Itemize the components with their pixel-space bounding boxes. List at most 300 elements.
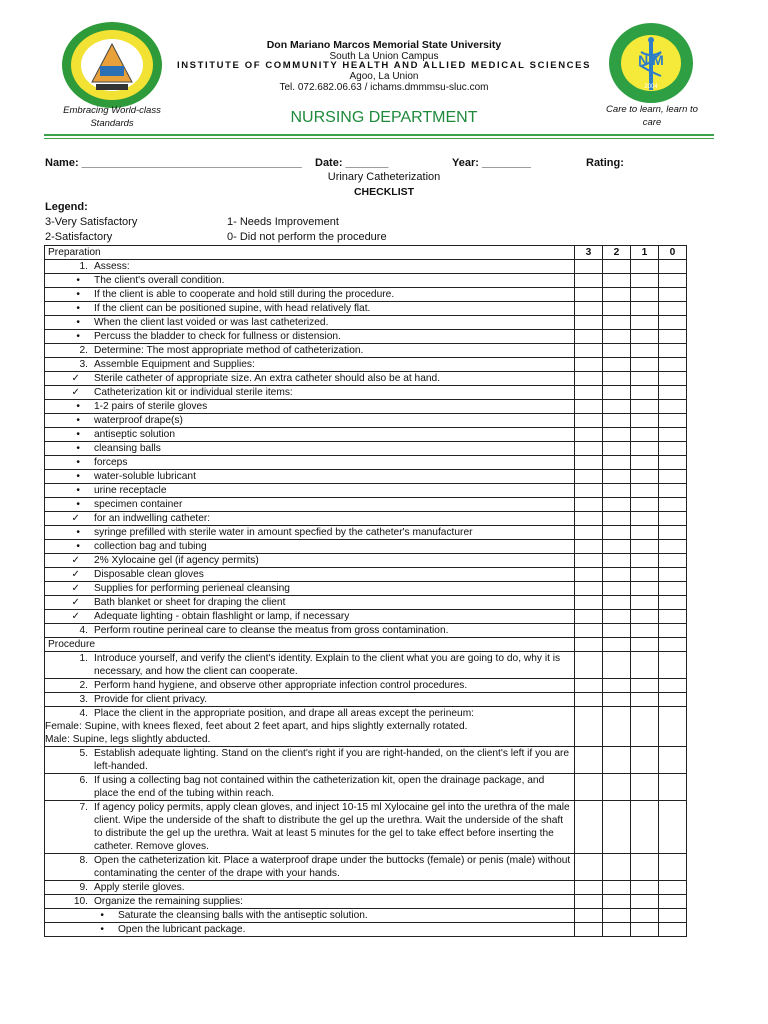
table-row	[45, 428, 687, 442]
score-cell[interactable]	[603, 526, 631, 540]
step-marker: 4.	[79, 708, 88, 719]
legend-item: 1- Needs Improvement	[227, 216, 339, 228]
table-row	[45, 707, 687, 747]
score-cell[interactable]	[659, 526, 687, 540]
score-cell[interactable]	[659, 442, 687, 456]
step-cell	[45, 895, 575, 909]
score-cell[interactable]	[575, 582, 603, 596]
score-cell[interactable]	[575, 895, 603, 909]
score-cell[interactable]	[575, 679, 603, 693]
step-marker: 9.	[79, 882, 88, 893]
step-marker: •	[76, 415, 80, 426]
step-text: antiseptic solution	[94, 429, 175, 440]
score-cell[interactable]	[575, 638, 603, 652]
score-cell[interactable]	[603, 582, 631, 596]
score-cell[interactable]	[575, 610, 603, 624]
step-text: If using a collecting bag not contained within the catheterization kit, open the drainage package, and place the end of the tubing within reach.	[94, 775, 545, 799]
step-text: Adequate lighting - obtain flashlight or lamp, if necessary	[94, 611, 350, 622]
step-text: cleansing balls	[94, 443, 161, 454]
score-cell[interactable]	[631, 288, 659, 302]
step-cell	[45, 652, 575, 679]
rating-field-label: Rating:	[586, 157, 624, 169]
score-cell[interactable]	[575, 274, 603, 288]
table-row	[45, 288, 687, 302]
score-cell[interactable]	[603, 414, 631, 428]
score-cell[interactable]	[603, 652, 631, 679]
score-cell[interactable]	[659, 302, 687, 316]
score-cell[interactable]	[575, 498, 603, 512]
step-text: urine receptacle	[94, 485, 167, 496]
table-row	[45, 582, 687, 596]
score-cell[interactable]	[631, 470, 659, 484]
score-cell[interactable]	[603, 895, 631, 909]
score-cell[interactable]	[575, 456, 603, 470]
step-text: Place the client in the appropriate position, and drape all areas except the perineum:	[94, 708, 475, 719]
step-text: 1-2 pairs of sterile gloves	[94, 401, 208, 412]
score-cell[interactable]	[575, 568, 603, 582]
step-text: Disposable clean gloves	[94, 569, 204, 580]
score-cell[interactable]	[631, 540, 659, 554]
step-text: Sterile catheter of appropriate size. An extra catheter should also be at hand.	[94, 373, 441, 384]
score-cell[interactable]	[603, 288, 631, 302]
score-cell[interactable]	[603, 596, 631, 610]
score-cell[interactable]	[659, 414, 687, 428]
score-cell[interactable]	[603, 400, 631, 414]
score-cell[interactable]	[659, 923, 687, 937]
section-row	[45, 638, 687, 652]
score-cell[interactable]	[659, 568, 687, 582]
step-cell	[45, 624, 575, 638]
step-marker: •	[100, 910, 104, 921]
score-cell[interactable]	[631, 526, 659, 540]
step-marker: 8.	[79, 855, 88, 866]
step-marker: 7.	[79, 802, 88, 813]
score-cell[interactable]	[603, 801, 631, 854]
score-cell[interactable]	[631, 747, 659, 774]
score-cell[interactable]	[631, 801, 659, 854]
university-name: Don Mariano Marcos Memorial State University	[266, 39, 502, 51]
score-cell[interactable]	[659, 596, 687, 610]
section-row	[45, 246, 687, 260]
step-cell	[45, 568, 575, 582]
table-row	[45, 881, 687, 895]
score-cell[interactable]	[631, 512, 659, 526]
step-text: Percuss the bladder to check for fullness or distension.	[94, 331, 341, 342]
score-cell[interactable]	[631, 330, 659, 344]
score-cell[interactable]	[575, 652, 603, 679]
score-cell[interactable]	[631, 372, 659, 386]
step-text: Establish adequate lighting. Stand on the client's right if you are right-handed, on the client's left if you are left-handed.	[94, 748, 570, 772]
score-cell[interactable]	[575, 330, 603, 344]
score-cell[interactable]	[603, 274, 631, 288]
score-cell[interactable]	[575, 774, 603, 801]
step-marker: ✓	[71, 387, 80, 398]
score-cell[interactable]	[631, 679, 659, 693]
table-row	[45, 442, 687, 456]
step-cell	[45, 801, 575, 854]
step-cell	[45, 330, 575, 344]
score-cell[interactable]	[659, 895, 687, 909]
step-cell	[45, 582, 575, 596]
score-cell[interactable]	[631, 554, 659, 568]
step-marker: 4.	[79, 625, 88, 636]
score-cell[interactable]	[575, 386, 603, 400]
score-cell[interactable]	[603, 316, 631, 330]
score-cell[interactable]	[603, 302, 631, 316]
right-logo-year: 2004	[644, 84, 658, 90]
score-cell[interactable]	[659, 747, 687, 774]
score-cell[interactable]	[659, 428, 687, 442]
legend-item: 2-Satisfactory	[45, 231, 113, 243]
step-cell	[45, 854, 575, 881]
step-text: Perform hand hygiene, and observe other appropriate infection control procedures.	[94, 680, 468, 691]
step-marker: •	[76, 401, 80, 412]
step-marker: •	[76, 541, 80, 552]
score-cell[interactable]	[603, 881, 631, 895]
step-marker: •	[76, 429, 80, 440]
legend-label: Legend:	[45, 201, 88, 213]
score-cell[interactable]	[659, 498, 687, 512]
score-cell[interactable]	[603, 554, 631, 568]
step-cell	[45, 693, 575, 707]
step-cell	[45, 596, 575, 610]
score-cell[interactable]	[659, 707, 687, 747]
score-header-3: 3	[575, 246, 603, 260]
score-cell[interactable]	[575, 540, 603, 554]
score-cell[interactable]	[603, 470, 631, 484]
campus-name: South La Union Campus	[329, 51, 439, 62]
step-cell	[45, 909, 575, 923]
score-cell[interactable]	[575, 801, 603, 854]
step-text: Open the lubricant package.	[118, 924, 246, 935]
score-cell[interactable]	[603, 456, 631, 470]
score-cell[interactable]	[631, 568, 659, 582]
score-cell[interactable]	[659, 638, 687, 652]
score-cell[interactable]	[575, 316, 603, 330]
step-cell	[45, 498, 575, 512]
step-cell	[45, 288, 575, 302]
score-cell[interactable]	[659, 693, 687, 707]
date-field-label: Date: _______	[315, 157, 389, 169]
score-cell[interactable]	[575, 442, 603, 456]
score-cell[interactable]	[631, 344, 659, 358]
score-cell[interactable]	[659, 330, 687, 344]
score-cell[interactable]	[631, 707, 659, 747]
score-cell[interactable]	[603, 909, 631, 923]
contact-info: Tel. 072.682.06.63 / ichams.dmmmsu-sluc.com	[279, 82, 489, 93]
table-row	[45, 923, 687, 937]
step-marker: ✓	[71, 569, 80, 580]
score-cell[interactable]	[631, 274, 659, 288]
legend-item: 0- Did not perform the procedure	[227, 231, 387, 243]
table-row	[45, 895, 687, 909]
score-cell[interactable]	[603, 372, 631, 386]
step-cell	[45, 344, 575, 358]
score-cell[interactable]	[631, 610, 659, 624]
step-cell	[45, 526, 575, 540]
score-cell[interactable]	[631, 386, 659, 400]
score-cell[interactable]	[659, 260, 687, 274]
table-row	[45, 274, 687, 288]
score-cell[interactable]	[603, 428, 631, 442]
step-cell	[45, 512, 575, 526]
score-cell[interactable]	[575, 596, 603, 610]
year-field-label: Year: ________	[452, 157, 531, 169]
score-cell[interactable]	[631, 624, 659, 638]
score-cell[interactable]	[603, 498, 631, 512]
score-cell[interactable]	[575, 470, 603, 484]
score-cell[interactable]	[575, 260, 603, 274]
step-text: Bath blanket or sheet for draping the client	[94, 597, 286, 608]
table-row	[45, 470, 687, 484]
score-cell[interactable]	[603, 568, 631, 582]
checklist-title: Urinary Catheterization	[327, 171, 441, 183]
score-cell[interactable]	[659, 288, 687, 302]
score-cell[interactable]	[659, 854, 687, 881]
score-cell[interactable]	[659, 512, 687, 526]
score-cell[interactable]	[603, 484, 631, 498]
step-marker: •	[76, 275, 80, 286]
score-cell[interactable]	[603, 747, 631, 774]
step-marker: •	[76, 485, 80, 496]
step-cell	[45, 707, 575, 747]
step-text: Organize the remaining supplies:	[94, 896, 243, 907]
step-text: Catheterization kit or individual sterile items:	[94, 387, 293, 398]
step-text: Assemble Equipment and Supplies:	[94, 359, 255, 370]
step-text: waterproof drape(s)	[94, 415, 183, 426]
score-cell[interactable]	[603, 707, 631, 747]
table-row	[45, 386, 687, 400]
score-cell[interactable]	[659, 774, 687, 801]
step-marker: 2.	[79, 345, 88, 356]
step-cell	[45, 372, 575, 386]
score-cell[interactable]	[659, 554, 687, 568]
score-cell[interactable]	[575, 288, 603, 302]
score-cell[interactable]	[575, 512, 603, 526]
step-text: Introduce yourself, and verify the client's identity. Explain to the client what you are going to do, why it is necessary, and how the client can cooperate.	[94, 653, 561, 677]
step-marker: •	[100, 924, 104, 935]
score-cell[interactable]	[659, 372, 687, 386]
step-marker: •	[76, 443, 80, 454]
score-cell[interactable]	[659, 801, 687, 854]
legend-item: 3-Very Satisfactory	[45, 216, 138, 228]
score-cell[interactable]	[603, 344, 631, 358]
score-cell[interactable]	[659, 582, 687, 596]
score-cell[interactable]	[575, 693, 603, 707]
score-cell[interactable]	[631, 456, 659, 470]
score-cell[interactable]	[659, 274, 687, 288]
step-text: Apply sterile gloves.	[94, 882, 185, 893]
step-cell	[45, 610, 575, 624]
score-cell[interactable]	[631, 774, 659, 801]
score-cell[interactable]	[631, 909, 659, 923]
score-cell[interactable]	[603, 638, 631, 652]
table-row	[45, 693, 687, 707]
step-text: Provide for client privacy.	[94, 694, 208, 705]
score-cell[interactable]	[575, 624, 603, 638]
score-cell[interactable]	[603, 442, 631, 456]
score-cell[interactable]	[631, 693, 659, 707]
score-cell[interactable]	[659, 470, 687, 484]
score-cell[interactable]	[603, 386, 631, 400]
table-row	[45, 512, 687, 526]
step-text: water-soluble lubricant	[94, 471, 196, 482]
step-cell	[45, 470, 575, 484]
score-cell[interactable]	[575, 428, 603, 442]
score-cell[interactable]	[631, 881, 659, 895]
section-label: Procedure	[48, 639, 96, 650]
score-cell[interactable]	[603, 358, 631, 372]
score-cell[interactable]	[603, 679, 631, 693]
score-cell[interactable]	[603, 540, 631, 554]
step-cell	[45, 881, 575, 895]
table-row	[45, 596, 687, 610]
score-cell[interactable]	[631, 316, 659, 330]
header-rule	[44, 134, 714, 136]
score-cell[interactable]	[575, 302, 603, 316]
step-cell	[45, 484, 575, 498]
table-row	[45, 774, 687, 801]
score-cell[interactable]	[603, 610, 631, 624]
score-cell[interactable]	[631, 498, 659, 512]
score-cell[interactable]	[575, 554, 603, 568]
score-cell[interactable]	[631, 414, 659, 428]
step-cell	[45, 679, 575, 693]
score-cell[interactable]	[659, 456, 687, 470]
score-cell[interactable]	[575, 484, 603, 498]
score-cell[interactable]	[631, 428, 659, 442]
table-row	[45, 624, 687, 638]
step-marker: ✓	[71, 597, 80, 608]
step-cell	[45, 747, 575, 774]
score-cell[interactable]	[631, 854, 659, 881]
score-header-1: 1	[631, 246, 659, 260]
score-cell[interactable]	[631, 302, 659, 316]
table-row	[45, 316, 687, 330]
score-cell[interactable]	[631, 442, 659, 456]
score-cell[interactable]	[659, 624, 687, 638]
table-row	[45, 456, 687, 470]
table-row	[45, 554, 687, 568]
step-marker: •	[76, 331, 80, 342]
score-cell[interactable]	[575, 707, 603, 747]
step-text: If the client is able to cooperate and hold still during the procedure.	[94, 289, 395, 300]
step-marker: 10.	[73, 896, 88, 907]
score-cell[interactable]	[631, 895, 659, 909]
location: Agoo, La Union	[349, 71, 419, 82]
step-text: specimen container	[94, 499, 183, 510]
score-cell[interactable]	[575, 923, 603, 937]
score-cell[interactable]	[575, 358, 603, 372]
score-cell[interactable]	[575, 400, 603, 414]
score-cell[interactable]	[659, 679, 687, 693]
step-cell	[45, 923, 575, 937]
step-text: If the client can be positioned supine, with head relatively flat.	[94, 303, 371, 314]
step-text: Determine: The most appropriate method of catheterization.	[94, 345, 364, 356]
step-marker: 3.	[79, 694, 88, 705]
step-cell	[45, 414, 575, 428]
position-note: Female: Supine, with knees flexed, feet about 2 feet apart, and hips slightly externally rotated.	[45, 721, 468, 732]
score-cell[interactable]	[603, 512, 631, 526]
score-cell[interactable]	[659, 358, 687, 372]
step-marker: 3.	[79, 359, 88, 370]
score-cell[interactable]	[575, 909, 603, 923]
step-cell	[45, 554, 575, 568]
step-marker: •	[76, 317, 80, 328]
table-row	[45, 484, 687, 498]
score-cell[interactable]	[575, 372, 603, 386]
score-cell[interactable]	[659, 610, 687, 624]
table-row	[45, 747, 687, 774]
score-cell[interactable]	[659, 484, 687, 498]
score-cell[interactable]	[631, 638, 659, 652]
score-cell[interactable]	[603, 693, 631, 707]
score-cell[interactable]	[631, 596, 659, 610]
score-cell[interactable]	[603, 854, 631, 881]
score-cell[interactable]	[603, 923, 631, 937]
score-cell[interactable]	[631, 358, 659, 372]
score-cell[interactable]	[631, 923, 659, 937]
step-marker: •	[76, 457, 80, 468]
score-cell[interactable]	[575, 854, 603, 881]
score-cell[interactable]	[659, 652, 687, 679]
score-cell[interactable]	[603, 624, 631, 638]
score-cell[interactable]	[659, 344, 687, 358]
table-row	[45, 540, 687, 554]
score-cell[interactable]	[603, 774, 631, 801]
table-row	[45, 372, 687, 386]
score-cell[interactable]	[659, 400, 687, 414]
score-cell[interactable]	[575, 344, 603, 358]
table-row	[45, 854, 687, 881]
score-cell[interactable]	[575, 526, 603, 540]
score-cell[interactable]	[603, 330, 631, 344]
step-text: Perform routine perineal care to cleanse the meatus from gross contamination.	[94, 625, 449, 636]
step-marker: 1.	[79, 653, 88, 664]
step-marker: 6.	[79, 775, 88, 786]
header-rule-thin	[44, 138, 714, 139]
score-cell[interactable]	[631, 652, 659, 679]
score-cell[interactable]	[603, 260, 631, 274]
score-cell[interactable]	[575, 881, 603, 895]
score-cell[interactable]	[659, 316, 687, 330]
score-cell[interactable]	[575, 414, 603, 428]
step-text: for an indwelling catheter:	[94, 513, 211, 524]
score-cell[interactable]	[659, 881, 687, 895]
score-cell[interactable]	[631, 400, 659, 414]
step-cell	[45, 774, 575, 801]
table-row	[45, 344, 687, 358]
step-marker: ✓	[71, 611, 80, 622]
table-row	[45, 400, 687, 414]
score-cell[interactable]	[659, 386, 687, 400]
step-cell	[45, 638, 575, 652]
left-motto: Embracing World-class Standards	[63, 105, 161, 129]
score-cell[interactable]	[631, 484, 659, 498]
step-marker: •	[76, 527, 80, 538]
score-cell[interactable]	[631, 582, 659, 596]
institute-name: INSTITUTE OF COMMUNITY HEALTH AND ALLIED MEDICAL SCIENCES	[176, 60, 592, 71]
score-cell[interactable]	[575, 747, 603, 774]
score-cell[interactable]	[659, 909, 687, 923]
score-cell[interactable]	[659, 540, 687, 554]
table-row	[45, 568, 687, 582]
step-marker: ✓	[71, 583, 80, 594]
step-cell	[45, 302, 575, 316]
score-cell[interactable]	[631, 260, 659, 274]
step-text: collection bag and tubing	[94, 541, 207, 552]
step-marker: ✓	[71, 513, 80, 524]
